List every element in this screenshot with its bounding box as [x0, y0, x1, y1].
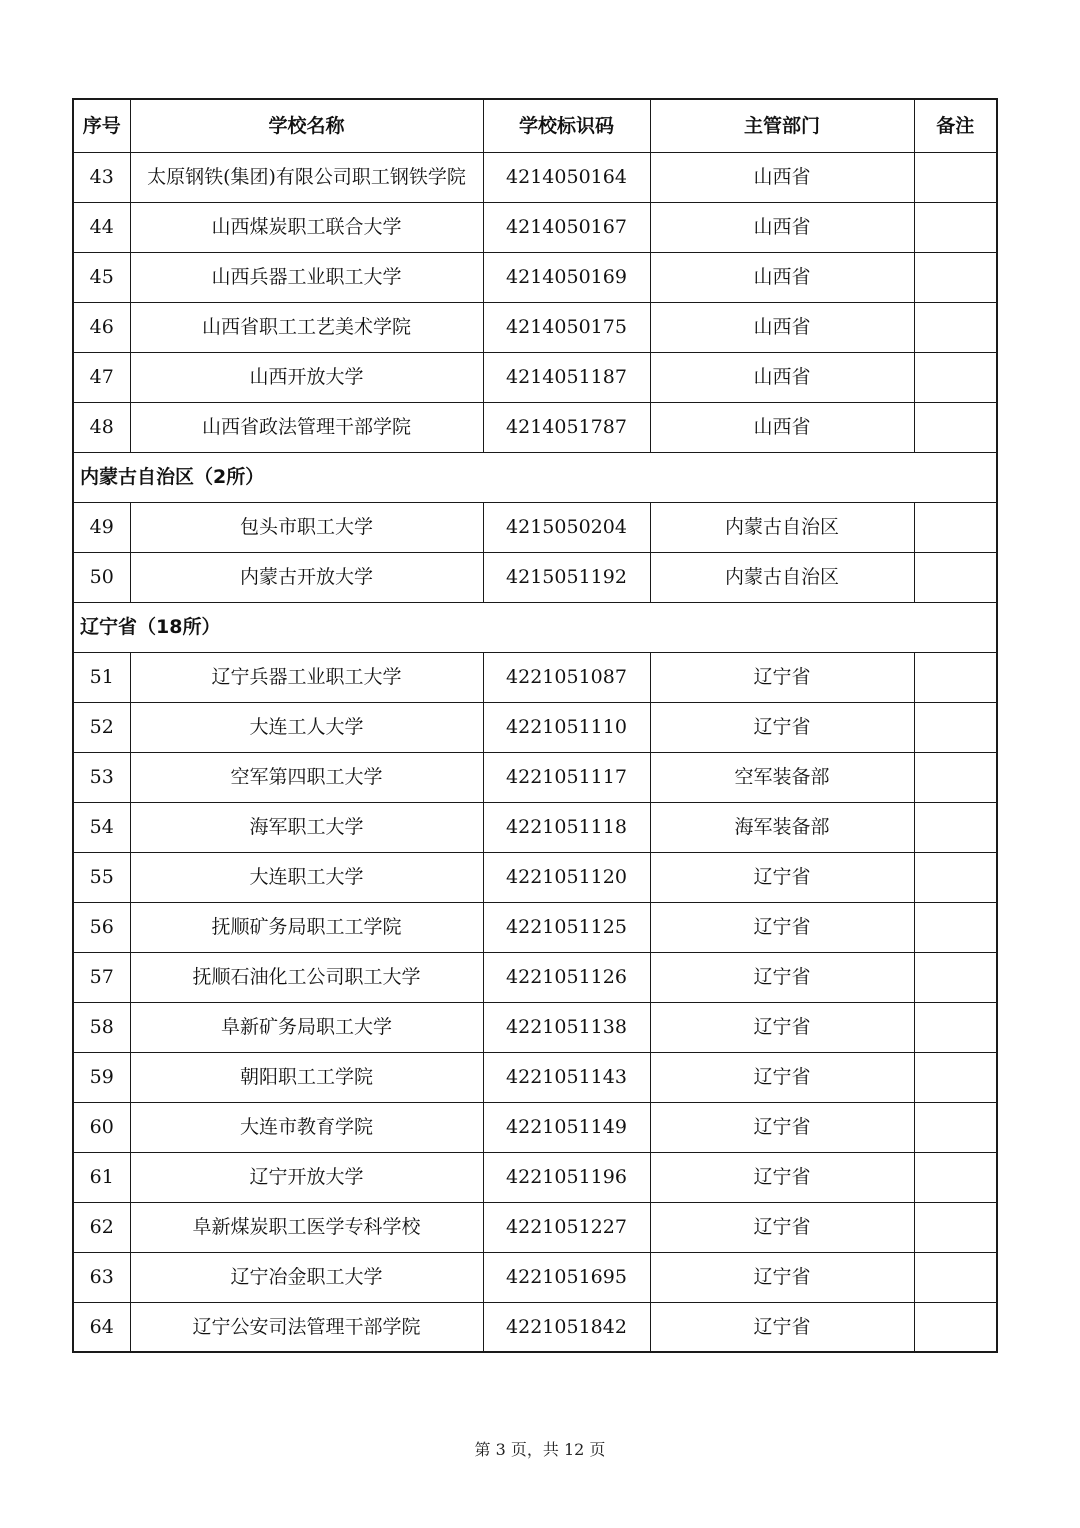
cell-department: 辽宁省 — [650, 652, 914, 702]
cell-school-name: 太原钢铁(集团)有限公司职工钢铁学院 — [130, 152, 483, 202]
cell-no: 56 — [73, 902, 130, 952]
cell-department: 辽宁省 — [650, 1152, 914, 1202]
cell-school-code: 4215050204 — [483, 502, 650, 552]
cell-note — [914, 1252, 997, 1302]
cell-department: 辽宁省 — [650, 902, 914, 952]
table-row — [73, 552, 997, 602]
cell-school-code: 4221051087 — [483, 652, 650, 702]
cell-note — [914, 252, 997, 302]
header-code: 学校标识码 — [483, 99, 650, 152]
cell-school-name: 抚顺矿务局职工工学院 — [130, 902, 483, 952]
cell-no: 44 — [73, 202, 130, 252]
cell-note — [914, 202, 997, 252]
cell-department: 山西省 — [650, 202, 914, 252]
cell-school-name: 大连市教育学院 — [130, 1102, 483, 1152]
table-row — [73, 652, 997, 702]
cell-note — [914, 902, 997, 952]
cell-no: 59 — [73, 1052, 130, 1102]
cell-school-name: 山西兵器工业职工大学 — [130, 252, 483, 302]
cell-note — [914, 402, 997, 452]
schools-table — [72, 98, 998, 1353]
cell-no: 54 — [73, 802, 130, 852]
cell-note — [914, 802, 997, 852]
table-row — [73, 352, 997, 402]
cell-no: 51 — [73, 652, 130, 702]
cell-department: 辽宁省 — [650, 1252, 914, 1302]
cell-no: 62 — [73, 1202, 130, 1252]
cell-school-name: 山西开放大学 — [130, 352, 483, 402]
cell-school-code: 4221051126 — [483, 952, 650, 1002]
table-row — [73, 1052, 997, 1102]
group-label: 辽宁省（18所） — [73, 602, 997, 652]
cell-department: 海军装备部 — [650, 802, 914, 852]
cell-school-code: 4221051227 — [483, 1202, 650, 1252]
table-row — [73, 902, 997, 952]
page-number: 第 3 页，共 12 页 — [474, 1440, 606, 1459]
cell-school-code: 4221051196 — [483, 1152, 650, 1202]
cell-no: 63 — [73, 1252, 130, 1302]
cell-school-code: 4221051120 — [483, 852, 650, 902]
cell-no: 48 — [73, 402, 130, 452]
cell-department: 辽宁省 — [650, 1302, 914, 1352]
cell-school-code: 4221051125 — [483, 902, 650, 952]
cell-no: 43 — [73, 152, 130, 202]
cell-department: 辽宁省 — [650, 952, 914, 1002]
cell-school-name: 辽宁冶金职工大学 — [130, 1252, 483, 1302]
table-row — [73, 752, 997, 802]
cell-school-name: 山西省职工工艺美术学院 — [130, 302, 483, 352]
cell-school-code: 4221051110 — [483, 702, 650, 752]
cell-school-code: 4221051695 — [483, 1252, 650, 1302]
cell-department: 内蒙古自治区 — [650, 502, 914, 552]
cell-no: 55 — [73, 852, 130, 902]
cell-school-code: 4221051842 — [483, 1302, 650, 1352]
table-row — [73, 502, 997, 552]
cell-school-name: 内蒙古开放大学 — [130, 552, 483, 602]
cell-note — [914, 702, 997, 752]
cell-note — [914, 652, 997, 702]
cell-note — [914, 752, 997, 802]
table-row — [73, 1302, 997, 1352]
group-header-row — [73, 602, 997, 652]
table-row — [73, 202, 997, 252]
cell-school-code: 4221051138 — [483, 1002, 650, 1052]
cell-school-code: 4214050167 — [483, 202, 650, 252]
cell-note — [914, 852, 997, 902]
cell-department: 山西省 — [650, 252, 914, 302]
cell-school-name: 辽宁兵器工业职工大学 — [130, 652, 483, 702]
cell-school-name: 阜新煤炭职工医学专科学校 — [130, 1202, 483, 1252]
table-row — [73, 1102, 997, 1152]
cell-no: 58 — [73, 1002, 130, 1052]
cell-school-code: 4214050169 — [483, 252, 650, 302]
table-row — [73, 1252, 997, 1302]
header-no: 序号 — [73, 99, 130, 152]
cell-no: 60 — [73, 1102, 130, 1152]
cell-school-name: 阜新矿务局职工大学 — [130, 1002, 483, 1052]
table-body — [73, 152, 997, 1352]
cell-school-name: 大连职工大学 — [130, 852, 483, 902]
cell-department: 山西省 — [650, 152, 914, 202]
cell-note — [914, 1052, 997, 1102]
table-row — [73, 252, 997, 302]
cell-school-name: 抚顺石油化工公司职工大学 — [130, 952, 483, 1002]
cell-department: 辽宁省 — [650, 1052, 914, 1102]
cell-note — [914, 1202, 997, 1252]
cell-school-code: 4221051117 — [483, 752, 650, 802]
table-row — [73, 952, 997, 1002]
table-row — [73, 302, 997, 352]
cell-school-code: 4214051187 — [483, 352, 650, 402]
cell-school-code: 4214050164 — [483, 152, 650, 202]
header-name: 学校名称 — [130, 99, 483, 152]
cell-no: 46 — [73, 302, 130, 352]
cell-school-name: 朝阳职工工学院 — [130, 1052, 483, 1102]
cell-school-code: 4221051143 — [483, 1052, 650, 1102]
cell-note — [914, 1302, 997, 1352]
cell-note — [914, 552, 997, 602]
cell-school-name: 辽宁开放大学 — [130, 1152, 483, 1202]
cell-department: 山西省 — [650, 352, 914, 402]
cell-department: 空军装备部 — [650, 752, 914, 802]
cell-no: 53 — [73, 752, 130, 802]
table-row — [73, 152, 997, 202]
cell-department: 辽宁省 — [650, 852, 914, 902]
cell-department: 内蒙古自治区 — [650, 552, 914, 602]
cell-department: 辽宁省 — [650, 702, 914, 752]
group-label: 内蒙古自治区（2所） — [73, 452, 997, 502]
table-row — [73, 402, 997, 452]
table-row — [73, 1152, 997, 1202]
cell-no: 61 — [73, 1152, 130, 1202]
cell-note — [914, 952, 997, 1002]
cell-no: 47 — [73, 352, 130, 402]
cell-school-code: 4214051787 — [483, 402, 650, 452]
cell-department: 山西省 — [650, 402, 914, 452]
table-row — [73, 1202, 997, 1252]
cell-note — [914, 302, 997, 352]
cell-note — [914, 502, 997, 552]
cell-note — [914, 152, 997, 202]
cell-no: 50 — [73, 552, 130, 602]
cell-no: 49 — [73, 502, 130, 552]
cell-department: 辽宁省 — [650, 1102, 914, 1152]
table-row — [73, 702, 997, 752]
cell-school-code: 4215051192 — [483, 552, 650, 602]
table-header-row — [73, 99, 997, 152]
cell-school-name: 海军职工大学 — [130, 802, 483, 852]
cell-department: 辽宁省 — [650, 1202, 914, 1252]
header-note: 备注 — [914, 99, 997, 152]
cell-school-name: 辽宁公安司法管理干部学院 — [130, 1302, 483, 1352]
table-row — [73, 802, 997, 852]
group-header-row — [73, 452, 997, 502]
cell-note — [914, 1102, 997, 1152]
cell-note — [914, 352, 997, 402]
cell-school-code: 4221051149 — [483, 1102, 650, 1152]
cell-school-name: 包头市职工大学 — [130, 502, 483, 552]
cell-no: 52 — [73, 702, 130, 752]
header-dept: 主管部门 — [650, 99, 914, 152]
cell-no: 57 — [73, 952, 130, 1002]
cell-note — [914, 1002, 997, 1052]
cell-department: 山西省 — [650, 302, 914, 352]
cell-school-name: 大连工人大学 — [130, 702, 483, 752]
cell-school-name: 山西煤炭职工联合大学 — [130, 202, 483, 252]
cell-school-code: 4221051118 — [483, 802, 650, 852]
cell-school-code: 4214050175 — [483, 302, 650, 352]
cell-school-name: 空军第四职工大学 — [130, 752, 483, 802]
table-row — [73, 1002, 997, 1052]
cell-department: 辽宁省 — [650, 1002, 914, 1052]
cell-school-name: 山西省政法管理干部学院 — [130, 402, 483, 452]
cell-note — [914, 1152, 997, 1202]
cell-no: 64 — [73, 1302, 130, 1352]
table-row — [73, 852, 997, 902]
cell-no: 45 — [73, 252, 130, 302]
